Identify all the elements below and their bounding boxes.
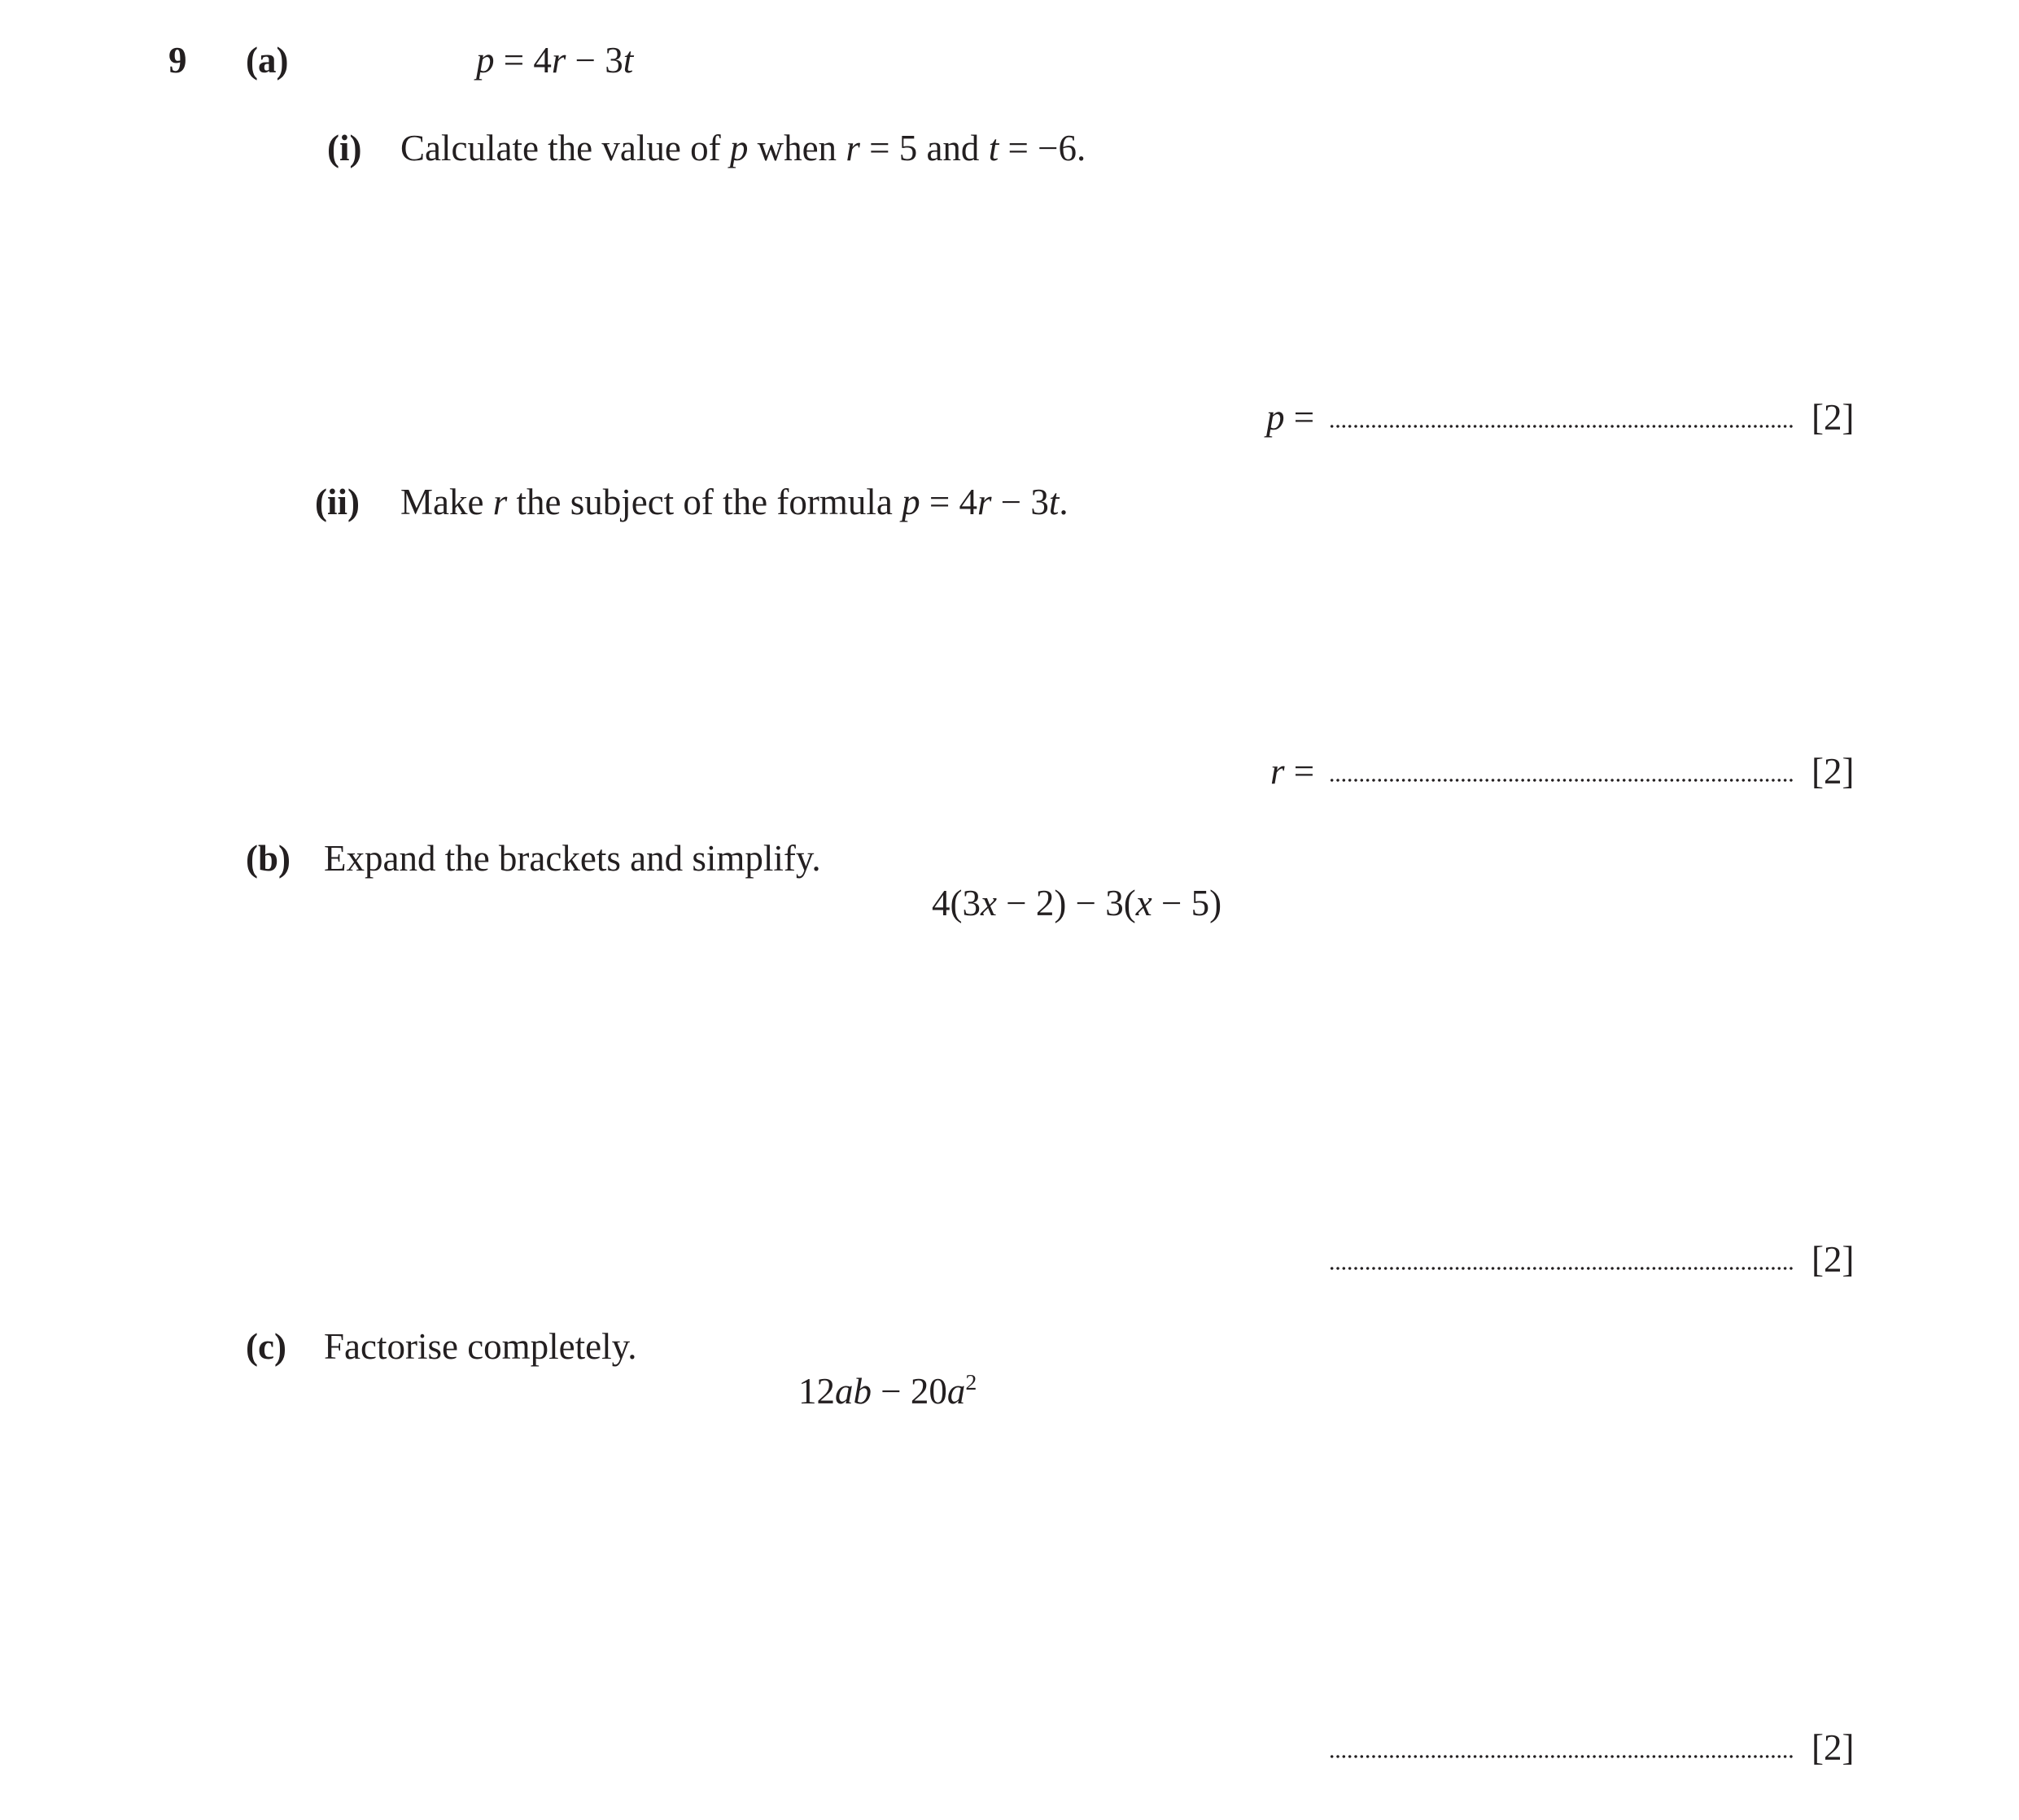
sub-i-var-t: t bbox=[988, 128, 999, 168]
sub-i-text-4: = −6. bbox=[999, 128, 1086, 168]
formula-minus: − 3 bbox=[566, 40, 623, 81]
sub-ii-text-1: Make bbox=[400, 482, 493, 522]
sub-ii-answer-var: r bbox=[1270, 751, 1285, 792]
sub-i-answer-eq: = bbox=[1284, 397, 1315, 438]
formula-var-p: p bbox=[476, 40, 495, 81]
sub-ii-formula-t: t bbox=[1048, 482, 1060, 522]
part-a-label: (a) bbox=[246, 40, 289, 81]
sub-ii-text-2: the subject of the formula bbox=[507, 482, 902, 522]
sub-ii-formula-minus: − 3 bbox=[991, 482, 1049, 522]
sub-ii-var-r: r bbox=[492, 482, 508, 522]
sub-ii-formula-eq: = 4 bbox=[920, 482, 977, 522]
part-a-formula bbox=[476, 42, 633, 79]
sub-ii-answer-eq: = bbox=[1284, 751, 1315, 792]
part-b-expr-x2: x bbox=[1135, 883, 1152, 923]
part-c-expr-exponent: 2 bbox=[965, 1369, 977, 1395]
formula-var-t: t bbox=[623, 40, 634, 81]
part-c-label: (c) bbox=[246, 1326, 286, 1367]
part-c-text: Factorise completely. bbox=[324, 1326, 637, 1367]
sub-i-text-3: = 5 and bbox=[859, 128, 989, 168]
part-c-expr-ab: ab bbox=[835, 1371, 872, 1412]
question-number: 9 bbox=[168, 40, 187, 81]
sub-i-marks: [2] bbox=[1811, 397, 1855, 438]
part-b-label: (b) bbox=[246, 838, 291, 879]
part-b-expr-2: − 2) − 3( bbox=[996, 883, 1136, 923]
sub-i-text bbox=[400, 130, 1086, 167]
sub-ii-text bbox=[400, 484, 1068, 521]
part-c-expression bbox=[798, 1369, 977, 1412]
sub-ii-formula-r: r bbox=[977, 482, 992, 522]
sub-i-var-r: r bbox=[846, 128, 860, 168]
sub-i-label: (i) bbox=[327, 128, 362, 168]
part-c-expr-a: a bbox=[946, 1371, 966, 1412]
part-c-expr-n1: 12 bbox=[798, 1371, 835, 1412]
sub-i-text-1: Calculate the value of bbox=[400, 128, 730, 168]
part-c-answer-line[interactable] bbox=[1329, 1755, 1794, 1758]
sub-ii-marks: [2] bbox=[1811, 751, 1855, 792]
sub-i-answer-line[interactable] bbox=[1329, 425, 1794, 428]
part-b-answer-line[interactable] bbox=[1329, 1267, 1794, 1270]
formula-eq: = 4 bbox=[494, 40, 552, 81]
part-b-text: Expand the brackets and simplify. bbox=[324, 838, 821, 879]
sub-ii-formula-p: p bbox=[902, 482, 920, 522]
part-c-marks: [2] bbox=[1811, 1727, 1855, 1768]
formula-var-r: r bbox=[551, 40, 566, 81]
sub-i-answer-var: p bbox=[1266, 397, 1285, 438]
part-c-expr-mid: − 20 bbox=[872, 1371, 947, 1412]
part-b-expr-x1: x bbox=[981, 883, 997, 923]
sub-i-text-2: when bbox=[748, 128, 846, 168]
part-b-marks: [2] bbox=[1811, 1239, 1855, 1280]
sub-ii-answer-line[interactable] bbox=[1329, 779, 1794, 782]
sub-i-answer-label bbox=[1266, 399, 1314, 436]
sub-ii-answer-label bbox=[1270, 753, 1314, 790]
part-b-expr-1: 4(3 bbox=[932, 883, 981, 923]
part-b-expression bbox=[932, 885, 1221, 922]
part-b-expr-3: − 5) bbox=[1152, 883, 1222, 923]
sub-ii-formula-end: . bbox=[1059, 482, 1068, 522]
sub-ii-label: (ii) bbox=[315, 482, 360, 522]
sub-i-var-p: p bbox=[729, 128, 749, 168]
